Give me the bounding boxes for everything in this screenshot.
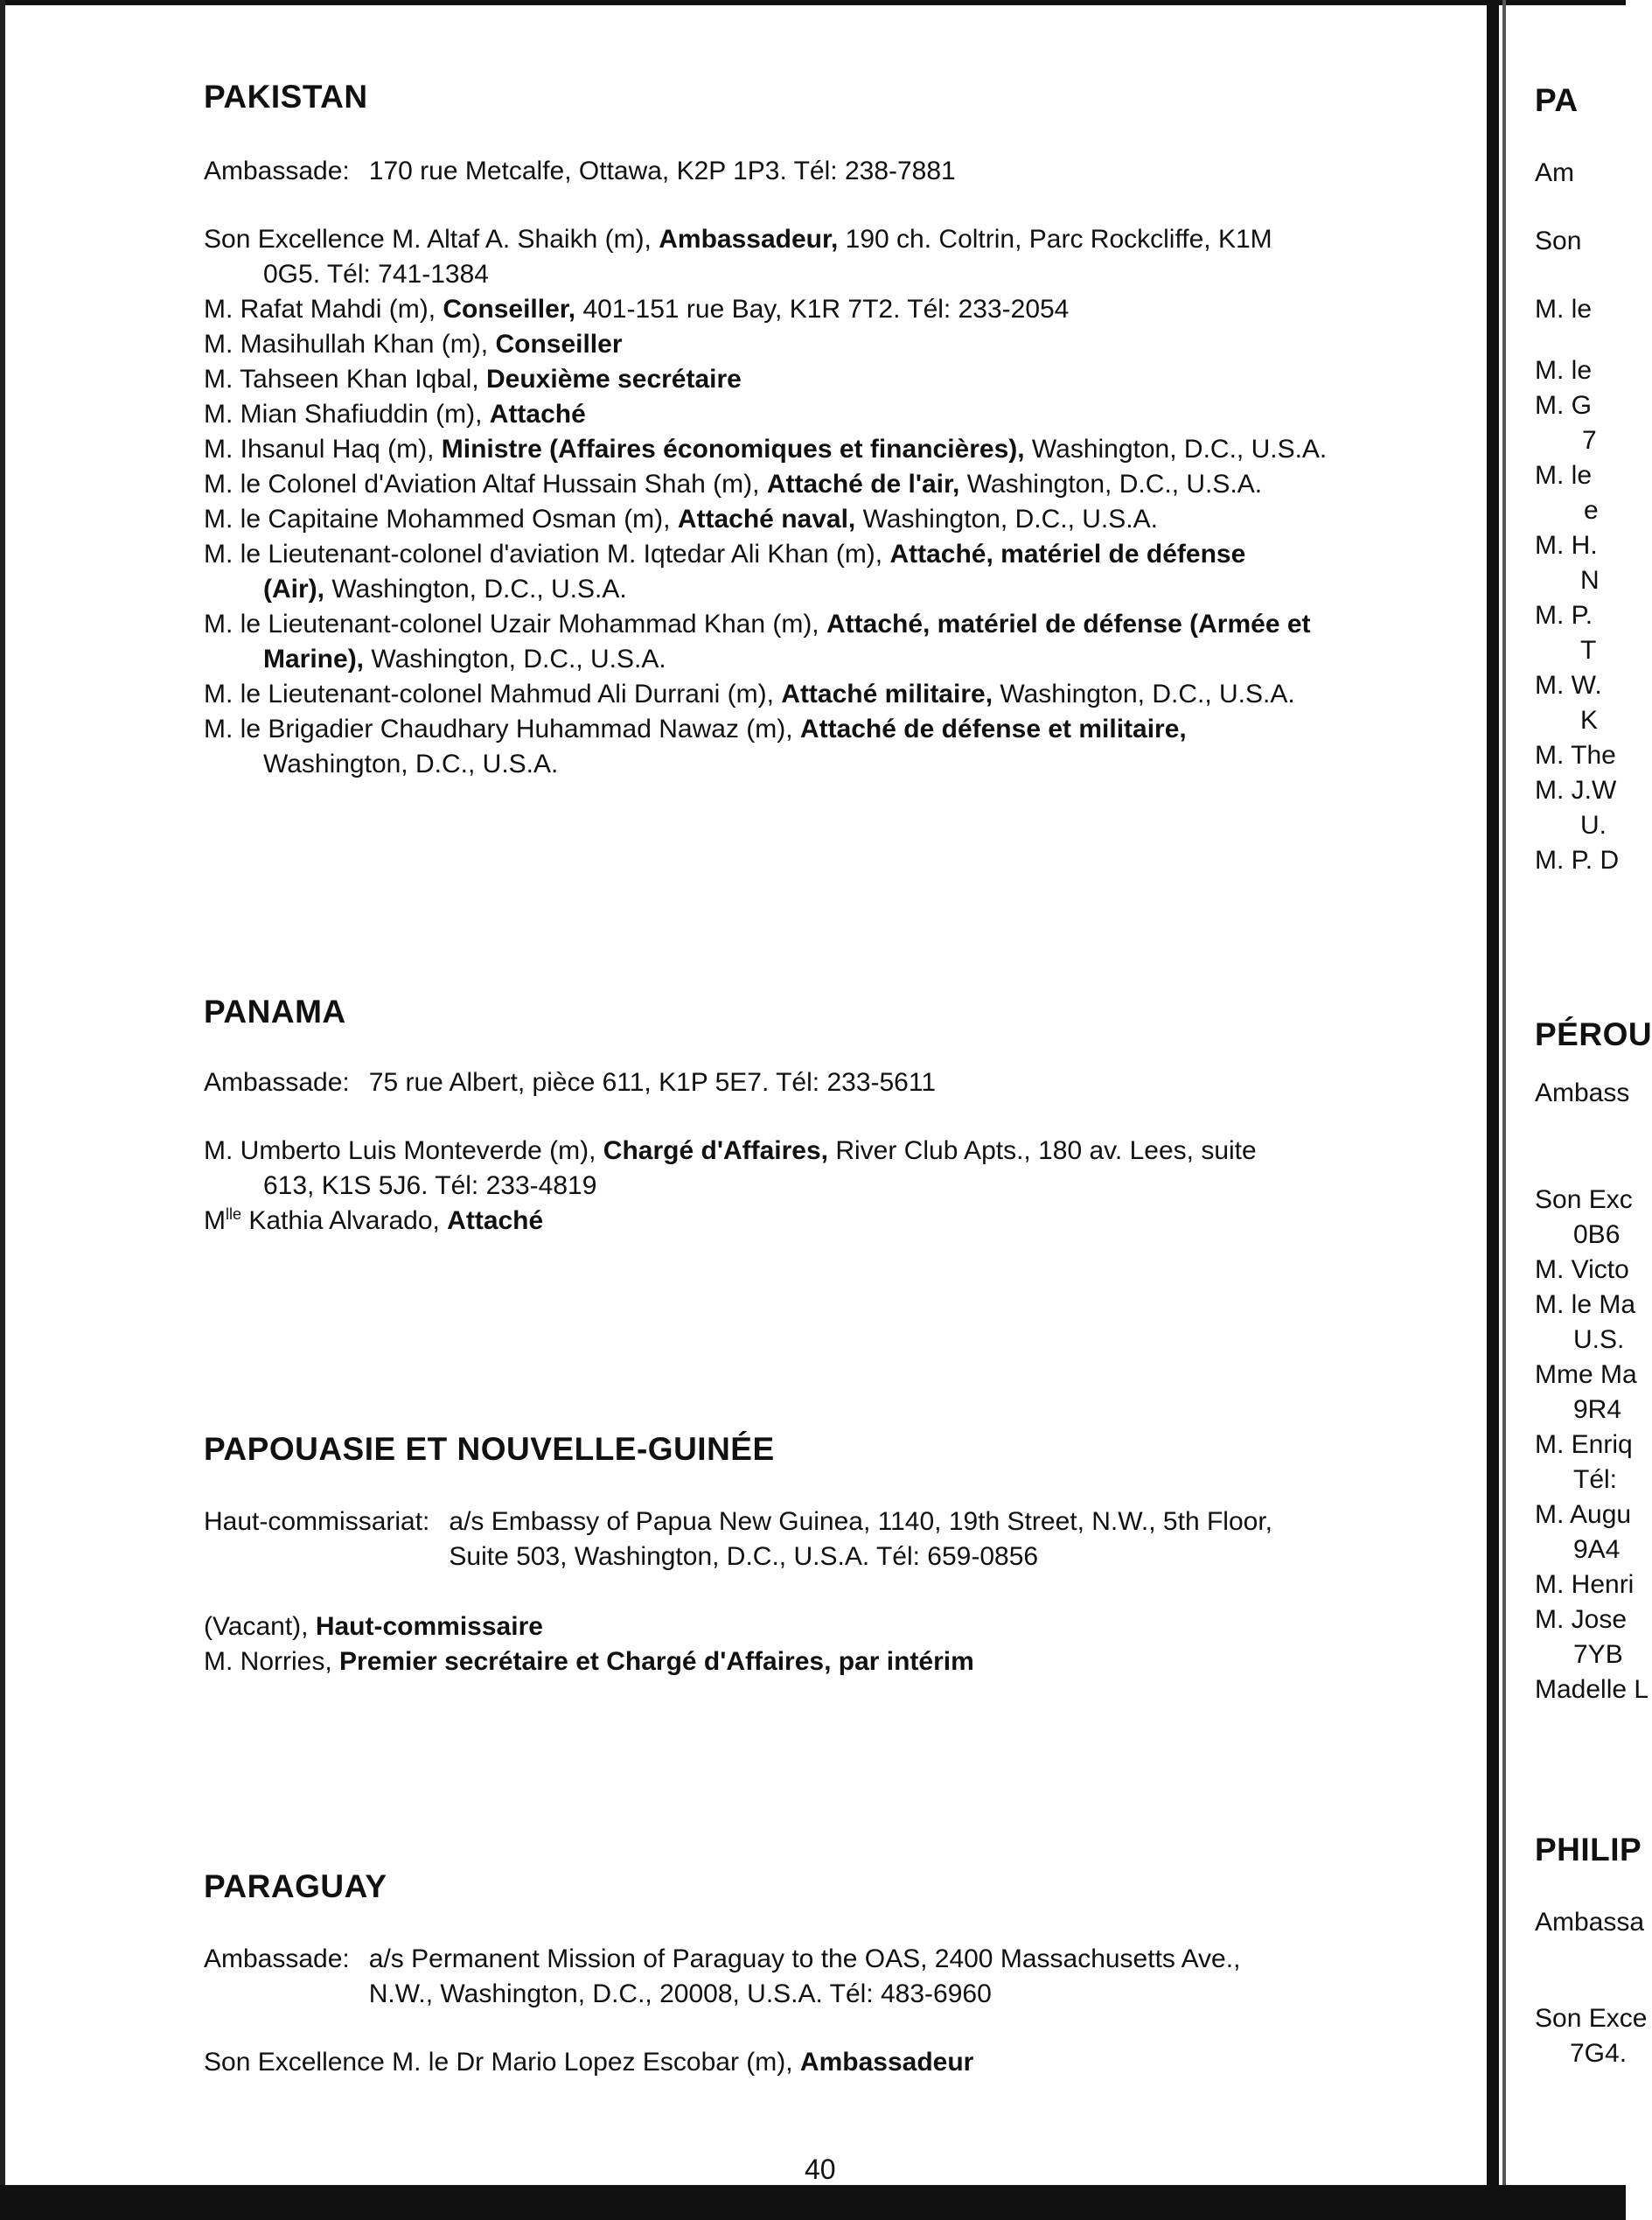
facing-page-fragment-philippines: PHILIP Ambassa Son Exce 7G4. [1535, 1832, 1648, 2068]
staff-entry-continued: Marine), Washington, D.C., U.S.A. [263, 645, 666, 674]
section-title: PAKISTAN [204, 79, 368, 115]
staff-entry: M. le Lieutenant-colonel Mahmud Ali Durrani (m), Attaché militaire, Washington, D.C., U.S.A. [204, 680, 1295, 709]
embassy-address: Ambassade: a/s Permanent Mission of Paraguay to the OAS, 2400 Massachusetts Ave., N.W., Washington, D.C., 20008, U.S.A. Tél: 483-6960 [204, 1944, 1241, 2008]
staff-entry: M. le Capitaine Mohammed Osman (m), Attaché naval, Washington, D.C., U.S.A. [204, 505, 1158, 534]
staff-list [204, 222, 1472, 782]
staff-entry: $M^{lle}$ Kathia Alvarado, Attaché [204, 1205, 544, 1235]
staff-entry: M. Umberto Luis Monteverde (m), Chargé d'Affaires, River Club Apts., 180 av. Lees, suite [204, 1136, 1257, 1165]
embassy-address: Ambassade: 170 rue Metcalfe, Ottawa, K2P 1P3. Tél: 238-7881 [204, 157, 956, 185]
staff-entry: M. le Colonel d'Aviation Altaf Hussain Shah (m), Attaché de l'air, Washington, D.C., U.S.A. [204, 470, 1263, 499]
section-pakistan [204, 77, 1472, 782]
staff-list [204, 2045, 1472, 2080]
scan-edge-top [0, 0, 1626, 5]
section-papouasie [204, 1429, 1472, 1679]
section-panama [204, 992, 1472, 1239]
book-gutter [1487, 0, 1499, 2220]
staff-entry: Son Excellence M. Altaf A. Shaikh (m), Ambassadeur, 190 ch. Coltrin, Parc Rockcliffe, K1M [204, 225, 1272, 254]
staff-entry: M. Rafat Mahdi (m), Conseiller, 401-151 rue Bay, K1R 7T2. Tél: 233-2054 [204, 295, 1070, 324]
staff-entry: Son Excellence M. le Dr Mario Lopez Escobar (m), Ambassadeur [204, 2048, 974, 2077]
high-commission-address: Haut-commissariat: a/s Embassy of Papua New Guinea, 1140, 19th Street, N.W., 5th Floor, Suite 503, Washington, D.C., U.S.A. Tél: 659-0856 [204, 1507, 1272, 1571]
staff-entry-continued: 613, K1S 5J6. Tél: 233-4819 [263, 1171, 597, 1200]
section-title: PANAMA [204, 994, 346, 1030]
facing-page-fragment-peru: PÉROU Ambass Son Exc 0B6 M. Victo M. le Ma U.S. Mme Ma 9R4 M. Enriq Tél: M. Augu 9A4 M. Henri M. Jose 7YB Madelle L [1535, 1016, 1652, 1704]
staff-entry: M. Tahseen Khan Iqbal, Deuxième secrétaire [204, 365, 742, 394]
staff-entry-continued: Washington, D.C., U.S.A. [263, 750, 559, 778]
staff-entry-continued: (Air), Washington, D.C., U.S.A. [263, 575, 627, 604]
staff-entry: M. Masihullah Khan (m), Conseiller [204, 330, 623, 359]
staff-entry: M. le Lieutenant-colonel d'aviation M. Iqtedar Ali Khan (m), Attaché, matériel de défense [204, 540, 1246, 569]
book-gutter-shadow [1502, 0, 1506, 2220]
scan-edge-bottom [0, 2185, 1626, 2220]
section-paraguay [204, 1867, 1472, 2080]
embassy-address: Ambassade: 75 rue Albert, pièce 611, K1P 5E7. Tél: 233-5611 [204, 1068, 937, 1097]
section-title: PARAGUAY [204, 1868, 387, 1904]
staff-list [204, 1609, 1472, 1679]
staff-entry: M. le Brigadier Chaudhary Huhammad Nawaz (m), Attaché de défense et militaire, [204, 715, 1187, 743]
facing-page-fragment-top: PA Am Son M. le M. le M. G 7 M. le e M. H. N M. P. T M. W. K M. The M. J.W U. M. P. D [1535, 82, 1620, 875]
staff-list [204, 1134, 1472, 1239]
staff-entry: M. Mian Shafiuddin (m), Attaché [204, 400, 586, 429]
staff-entry: M. Norries, Premier secrétaire et Chargé d'Affaires, par intérim [204, 1647, 974, 1676]
staff-entry: M. le Lieutenant-colonel Uzair Mohammad Khan (m), Attaché, matériel de défense (Armée et [204, 610, 1311, 639]
page-number: 40 [805, 2154, 836, 2185]
staff-entry: (Vacant), Haut-commissaire [204, 1612, 543, 1641]
staff-entry: M. Ihsanul Haq (m), Ministre (Affaires économiques et financières), Washington, D.C., U.S.A. [204, 435, 1328, 464]
section-title: PAPOUASIE ET NOUVELLE-GUINÉE [204, 1431, 775, 1467]
scan-edge-left [0, 0, 5, 2220]
staff-entry-continued: 0G5. Tél: 741-1384 [263, 260, 489, 289]
